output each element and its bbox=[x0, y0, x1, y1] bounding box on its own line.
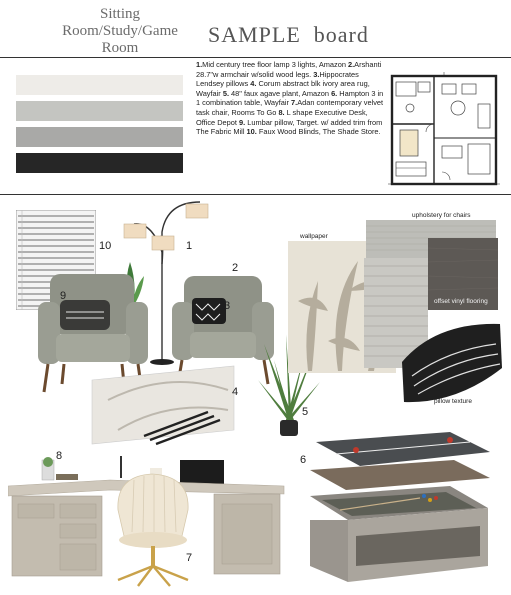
note-num-6: 6. bbox=[331, 88, 338, 98]
swatch-2 bbox=[16, 101, 183, 121]
note-text-3: Hippocrates Lendsey pillows bbox=[196, 69, 359, 89]
note-num-3: 3. bbox=[313, 69, 320, 79]
room-title-line-1: Sitting bbox=[99, 6, 140, 22]
note-text-2: Arshanti 28.7"w armchair w/solid wood legs. bbox=[196, 60, 382, 79]
note-text-4: Corum abstract blk ivory area rug, Wayfair bbox=[196, 79, 370, 98]
area-rug bbox=[88, 360, 238, 448]
item-number-10: 10 bbox=[99, 240, 112, 252]
note-num-2: 2. bbox=[348, 60, 355, 69]
pillow-texture-label: pillow texture bbox=[434, 398, 472, 405]
room-title bbox=[40, 6, 200, 57]
task-chair bbox=[108, 470, 198, 590]
bottom-divider bbox=[0, 194, 511, 195]
top-divider bbox=[0, 57, 511, 58]
note-text-10: Faux Wood Blinds, The Shade Store. bbox=[256, 127, 381, 137]
item-number-9: 9 bbox=[60, 290, 67, 302]
room-title-line-3: Room bbox=[101, 40, 139, 56]
board-title: SAMPLE board bbox=[208, 22, 369, 47]
item-list bbox=[196, 60, 384, 137]
note-num-4: 4. bbox=[250, 79, 257, 89]
upholstery-label: upholstery for chairs bbox=[412, 212, 471, 219]
floor-plan bbox=[388, 72, 500, 188]
note-num-10: 10. bbox=[246, 127, 257, 137]
note-text-5: 48" faux agave plant, Amazon bbox=[229, 88, 332, 98]
item-number-4: 4 bbox=[232, 386, 239, 398]
swatch-1 bbox=[16, 75, 183, 95]
note-num-1: 1. bbox=[196, 60, 203, 69]
note-num-7: 7. bbox=[291, 98, 298, 108]
item-number-7: 7 bbox=[186, 552, 193, 564]
item-number-6: 6 bbox=[300, 454, 307, 466]
pillow-texture-swatch bbox=[396, 316, 506, 406]
note-text-8: L shape Executive Desk, Office Depot bbox=[196, 107, 368, 127]
flooring-label: offset vinyl flooring bbox=[434, 298, 488, 305]
room-title-line-2: Room/Study/Game bbox=[62, 23, 178, 39]
note-text-9: Lumbar pillow, Target. w/ added trim from The Fabric Mill bbox=[196, 117, 383, 137]
note-text-7: Adan contemporary velvet task chair, Rooms To Go bbox=[196, 98, 384, 117]
item-number-3: 3 bbox=[224, 300, 231, 312]
swatch-3 bbox=[16, 127, 183, 147]
note-text-1: Mid century tree floor lamp 3 lights, Amazon bbox=[202, 60, 348, 69]
wallpaper-label: wallpaper bbox=[300, 233, 328, 240]
item-number-8: 8 bbox=[56, 450, 63, 462]
note-num-8: 8. bbox=[278, 107, 285, 117]
note-num-5: 5. bbox=[222, 88, 229, 98]
item-number-5: 5 bbox=[302, 406, 309, 418]
combination-game-table bbox=[300, 426, 496, 586]
item-number-1: 1 bbox=[186, 240, 193, 252]
note-text-6: Hampton 3 in 1 combination table, Wayfair bbox=[196, 88, 384, 108]
note-num-9: 9. bbox=[239, 117, 246, 127]
item-number-2: 2 bbox=[232, 262, 239, 274]
swatch-4 bbox=[16, 153, 183, 173]
